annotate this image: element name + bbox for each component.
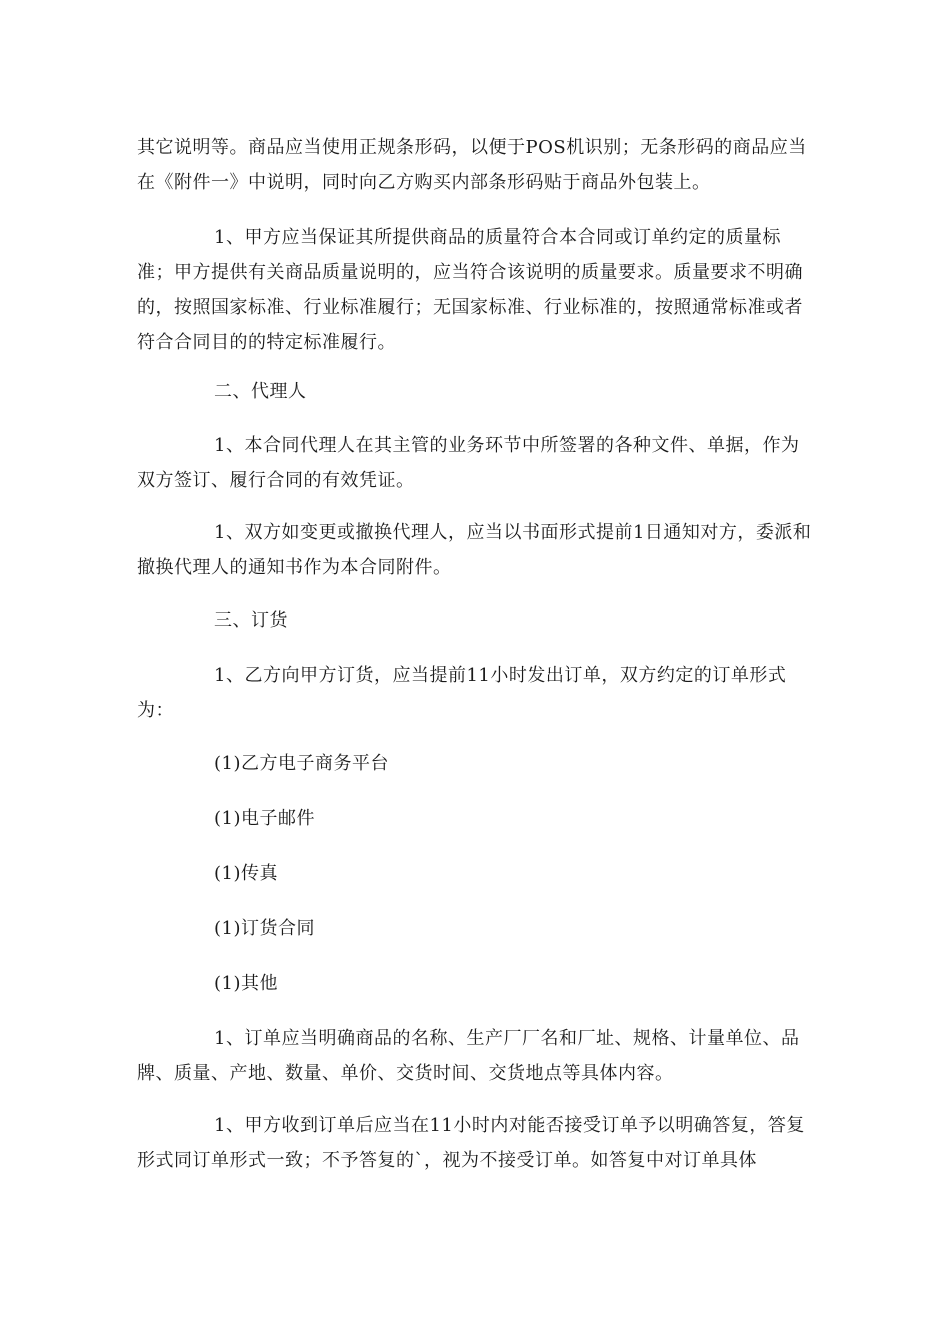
section-heading-order: 三、订货 bbox=[214, 610, 288, 631]
paragraph-agent-2: 1、双方如变更或撤换代理人，应当以书面形式提前1日通知对方，委派和撤换代理人的通知书作为本合同附件。 bbox=[137, 522, 812, 578]
paragraph-agent-1: 1、本合同代理人在其主管的业务环节中所签署的各种文件、单据，作为双方签订、履行合同的有效凭证。 bbox=[137, 435, 800, 491]
list-item-order-form: (1)订货合同 bbox=[214, 918, 315, 939]
list-item-order-form: (1)电子邮件 bbox=[214, 808, 315, 829]
paragraph-order-1: 1、乙方向甲方订货，应当提前11小时发出订单，双方约定的订单形式为： bbox=[137, 665, 787, 721]
paragraph-quality: 1、甲方应当保证其所提供商品的质量符合本合同或订单约定的质量标准；甲方提供有关商品质量说明的，应当符合该说明的质量要求。质量要求不明确的，按照国家标准、行业标准履行；无国家标准、行业标准的，按照通常标准或者符合合同目的的特定标准履行。 bbox=[137, 227, 803, 353]
paragraph-order-2: 1、订单应当明确商品的名称、生产厂厂名和厂址、规格、计量单位、品牌、质量、产地、数量、单价、交货时间、交货地点等具体内容。 bbox=[137, 1028, 800, 1084]
paragraph-order-3: 1、甲方收到订单后应当在11小时内对能否接受订单予以明确答复，答复形式同订单形式一致；不予答复的`，视为不接受订单。如答复中对订单具体 bbox=[137, 1115, 805, 1171]
list-item-order-form: (1)传真 bbox=[214, 863, 278, 884]
list-item-order-form: (1)其他 bbox=[214, 973, 278, 994]
paragraph-continuation: 其它说明等。商品应当使用正规条形码，以便于POS机识别；无条形码的商品应当在《附件一》中说明，同时向乙方购买内部条形码贴于商品外包装上。 bbox=[137, 137, 807, 193]
list-item-order-form: (1)乙方电子商务平台 bbox=[214, 753, 389, 774]
section-heading-agent: 二、代理人 bbox=[214, 381, 307, 402]
